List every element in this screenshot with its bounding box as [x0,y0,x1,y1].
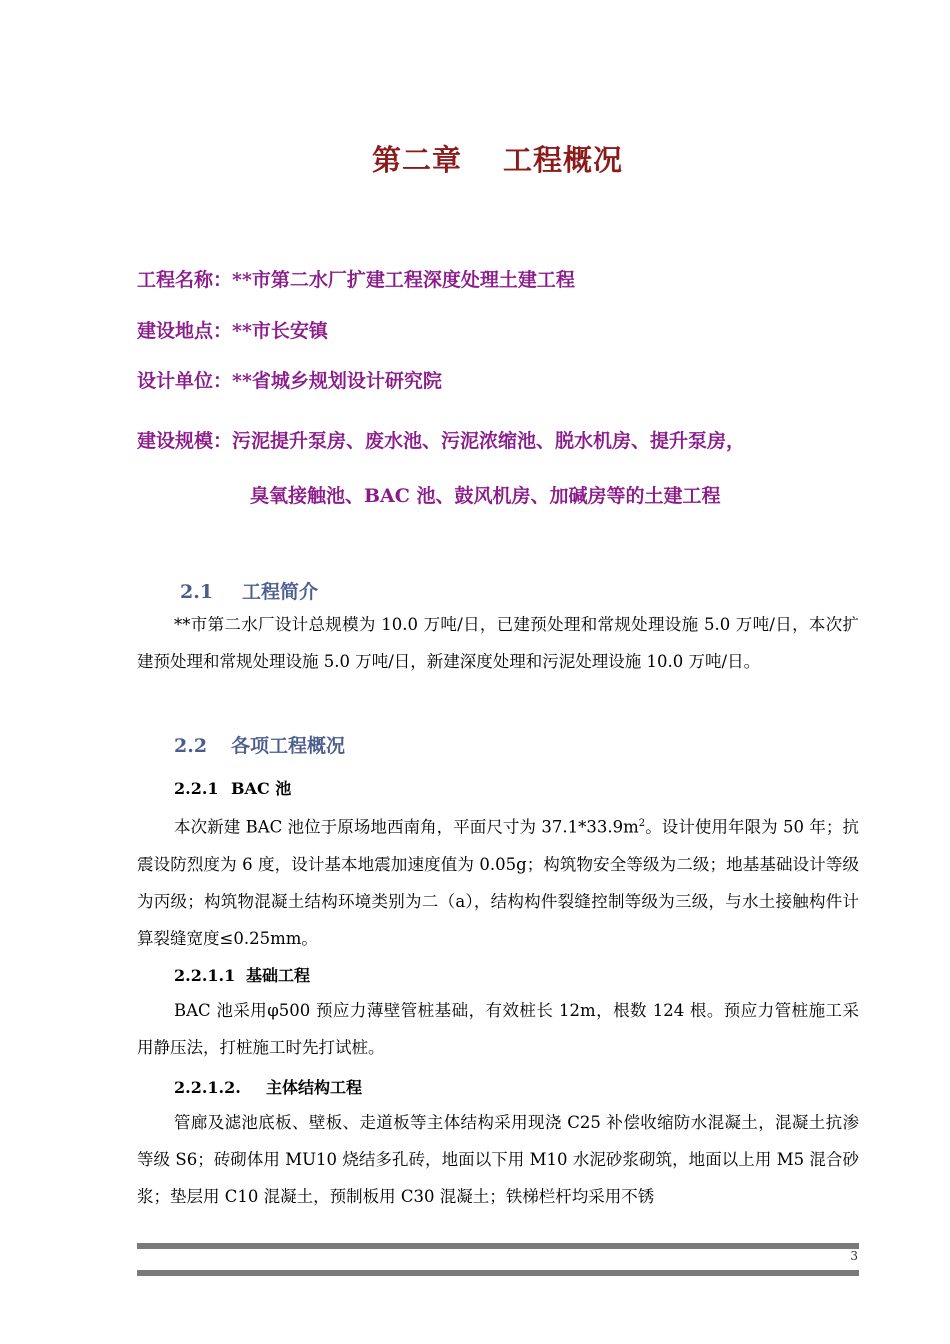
section-2-2-title: 各项工程概况 [231,735,346,757]
section-2-1-body [137,606,859,680]
construction-scale-line1: 污泥提升泵房、废水池、污泥浓缩池、脱水机房、提升泵房， [232,430,746,452]
section-2-2-1-1-paragraph: BAC 池采用φ500 预应力薄壁管桩基础，有效桩长 12m，根数 124 根。预应力管桩施工采用静压法，打桩施工时先打试桩。 [137,1001,859,1057]
project-name-line [137,265,575,292]
section-2-2-number: 2.2 [174,735,208,757]
design-unit-line [137,366,442,393]
project-name-value: **市第二水厂扩建工程深度处理土建工程 [232,269,575,291]
section-2-1-heading [180,577,318,604]
design-unit-label: 设计单位： [137,370,233,392]
construction-scale-line2: 臭氧接触池、BAC 池、鼓风机房、加碱房等的土建工程 [250,485,721,507]
section-2-2-1-2-title: 主体结构工程 [266,1078,363,1097]
project-location-line [137,316,328,343]
section-2-1-paragraph: **市第二水厂设计总规模为 10.0 万吨/日，已建预处理和常规处理设施 5.0 万吨/日，本次扩建预处理和常规处理设施 5.0 万吨/日，新建深度处理和污泥处理设施 10.0 万吨/日。 [137,615,859,671]
section-2-1-title: 工程简介 [242,581,319,603]
section-2-2-1-2-heading [174,1075,362,1098]
footer-rule-top [137,1243,859,1249]
section-2-2-1-title: BAC 池 [231,779,292,798]
section-2-2-1-1-title: 基础工程 [246,966,311,985]
section-2-2-1-2-paragraph: 管廊及滤池底板、壁板、走道板等主体结构采用现浇 C25 补偿收缩防水混凝土，混凝土抗渗等级 S6；砖砌体用 MU10 烧结多孔砖，地面以下用 M10 水泥砂浆砌筑，地面以上用 M5 混合砂浆；垫层用 C10 混凝土，预制板用 C30 混凝土；铁梯栏杆均采用不锈 [137,1113,859,1206]
section-2-2-1-paragraph [137,805,859,957]
section-2-2-1-2-body [137,1104,859,1215]
section-2-1-number: 2.1 [180,581,214,603]
design-unit-value: **省城乡规划设计研究院 [232,370,442,392]
project-location-label: 建设地点： [137,320,233,342]
project-name-label: 工程名称： [137,269,233,291]
construction-scale-label: 建设规模： [137,430,233,452]
footer-rule-bottom [137,1270,859,1276]
section-2-2-1-heading [174,776,291,799]
bac-text-part1: 本次新建 BAC 池位于原场地西南角，平面尺寸为 37.1*33.9m [174,817,639,837]
bac-text-part2: 。设计使用年限为 50 年；抗震设防烈度为 6 度，设计基本地震加速度值为 0.05g；构筑物安全等级为二级；地基基础设计等级为丙级；构筑物混凝土结构环境类别为二（a），结构构件裂缝控制等级为三级，与水土接触构件计算裂缝宽度≤0.25mm。 [137,817,859,948]
page-number: 3 [850,1249,858,1263]
superscript-2: 2 [638,818,646,829]
project-location-value: **市长安镇 [232,320,328,342]
section-2-2-1-body [137,805,859,957]
chapter-title: 第二章 工程概况 [371,143,624,177]
section-2-2-1-1-body [137,992,859,1066]
section-2-2-1-number: 2.2.1 [174,779,219,798]
section-2-2-1-2-number: 2.2.1.2. [174,1078,241,1097]
section-2-2-1-1-heading [174,963,310,986]
section-2-2-1-1-number: 2.2.1.1 [174,966,236,985]
section-2-2-heading [174,731,345,758]
construction-scale-line [137,426,745,453]
